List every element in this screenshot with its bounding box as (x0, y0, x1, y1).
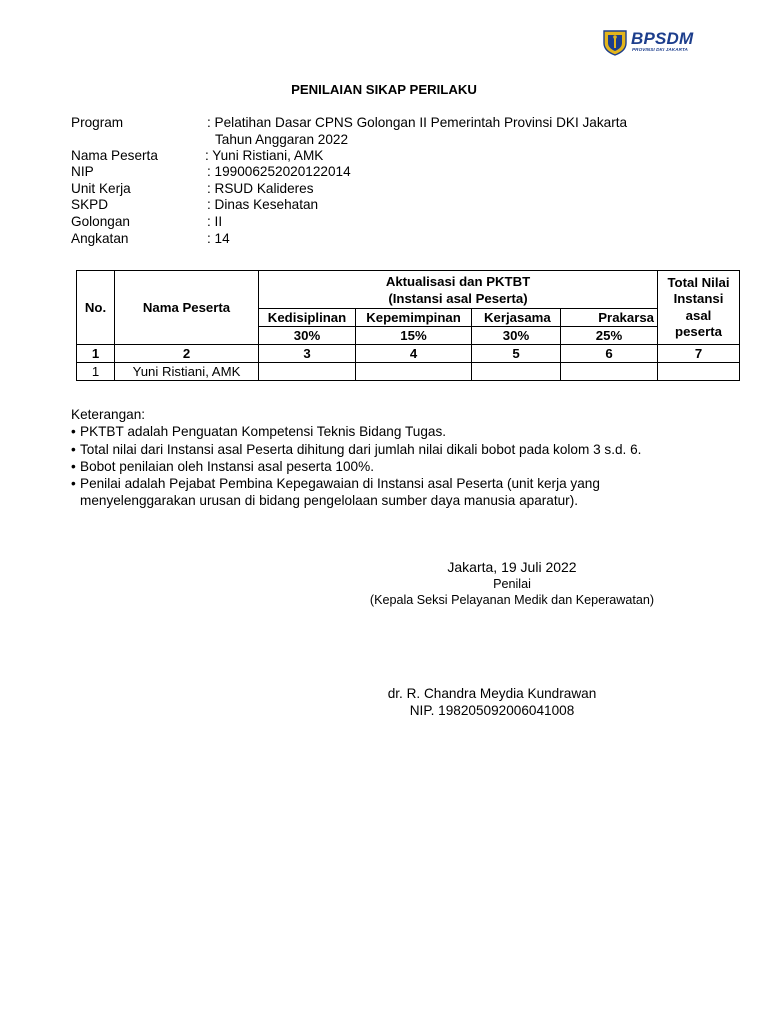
info-unit-kerja (71, 181, 711, 198)
column-number: 5 (472, 345, 561, 363)
notes-heading: Keterangan: (71, 407, 146, 422)
info-value: : Yuni Ristiani, AMK (205, 148, 324, 163)
info-golongan (71, 214, 711, 231)
document-title: PENILAIAN SIKAP PERILAKU (291, 82, 477, 97)
signer-position: (Kepala Seksi Pelayanan Medik dan Keperawatan) (369, 593, 655, 607)
info-value: : 199006252020122014 (207, 164, 351, 179)
place-date: Jakarta, 19 Juli 2022 (447, 559, 577, 575)
column-number: 4 (356, 345, 472, 363)
score-table (76, 270, 740, 381)
header-nama-peserta: Nama Peserta (115, 271, 259, 345)
signer-role: Penilai (493, 576, 531, 591)
header-total-nilai (658, 271, 740, 345)
note-item: • Total nilai dari Instansi asal Peserta dihitung dari jumlah nilai dikali bobot pada kolom 3 s.d. 6. (71, 441, 731, 458)
note-item: • Penilai adalah Pejabat Pembina Kepegawaian di Instansi asal Peserta (unit kerja yang (71, 475, 731, 492)
header-total-line: Instansi (673, 291, 724, 307)
header-total-line: asal (685, 307, 712, 323)
weight-kerjasama: 30% (472, 327, 561, 345)
header-aktualisasi (259, 271, 658, 309)
header-total-line: peserta (675, 323, 722, 339)
logo-text: BPSDM (631, 29, 694, 48)
column-number: 3 (259, 345, 356, 363)
info-angkatan (71, 231, 711, 248)
info-value: : RSUD Kalideres (207, 181, 314, 196)
info-label: Angkatan (71, 231, 129, 246)
info-skpd (71, 197, 711, 214)
header-prakarsa: Prakarsa (561, 309, 658, 327)
info-nip (71, 164, 711, 181)
header-no: No. (77, 271, 115, 345)
signer-identity (320, 685, 664, 719)
bpsdm-logo (600, 28, 692, 58)
column-number: 2 (115, 345, 259, 363)
weight-kedisiplinan: 30% (259, 327, 356, 345)
info-value: : Dinas Kesehatan (207, 197, 319, 212)
row-nama-peserta: Yuni Ristiani, AMK (115, 363, 259, 381)
header-kedisiplinan: Kedisiplinan (259, 309, 356, 327)
row-cell-kerjasama (472, 363, 561, 381)
info-value: : II (207, 214, 223, 229)
table-row (77, 363, 740, 381)
info-label: NIP (71, 164, 94, 179)
row-cell-total (658, 363, 740, 381)
row-cell-kepemimpinan (356, 363, 472, 381)
note-item: • Bobot penilaian oleh Instansi asal peserta 100%. (71, 458, 731, 475)
header-total-line: Total Nilai (667, 274, 730, 290)
note-item-continuation: menyelenggarakan urusan di bidang pengelolaan sumber daya manusia aparatur). (80, 493, 579, 509)
signer-nip: NIP. 198205092006041008 (409, 703, 575, 718)
logo-tagline: PROVINSI DKI JAKARTA (632, 47, 688, 52)
info-label: Nama Peserta (71, 148, 158, 163)
column-number: 1 (77, 345, 115, 363)
row-cell-prakarsa (561, 363, 658, 381)
info-label: Unit Kerja (71, 181, 131, 196)
row-cell-kedisiplinan (259, 363, 356, 381)
header-aktualisasi-line2: (Instansi asal Peserta) (388, 290, 528, 306)
info-value: : 14 (207, 231, 230, 246)
column-number: 7 (658, 345, 740, 363)
signer-name: dr. R. Chandra Meydia Kundrawan (387, 686, 597, 701)
note-item: • PKTBT adalah Penguatan Kompetensi Teknis Bidang Tugas. (71, 423, 731, 440)
info-program-line2: Tahun Anggaran 2022 (215, 132, 349, 147)
info-label: SKPD (71, 197, 109, 212)
notes-section (71, 406, 731, 510)
header-kerjasama: Kerjasama (472, 309, 561, 327)
column-number: 6 (561, 345, 658, 363)
dki-crest-icon (602, 28, 628, 56)
row-no: 1 (77, 363, 115, 381)
info-label: Golongan (71, 214, 130, 229)
info-nama (71, 148, 711, 165)
weight-kepemimpinan: 15% (356, 327, 472, 345)
header-kepemimpinan: Kepemimpinan (356, 309, 472, 327)
info-program (71, 115, 711, 132)
signature-block (340, 559, 684, 609)
weight-prakarsa: 25% (561, 327, 658, 345)
header-aktualisasi-line1: Aktualisasi dan PKTBT (385, 273, 531, 289)
info-value: : Pelatihan Dasar CPNS Golongan II Pemerintah Provinsi DKI Jakarta (207, 115, 628, 130)
info-label: Program (71, 115, 124, 130)
